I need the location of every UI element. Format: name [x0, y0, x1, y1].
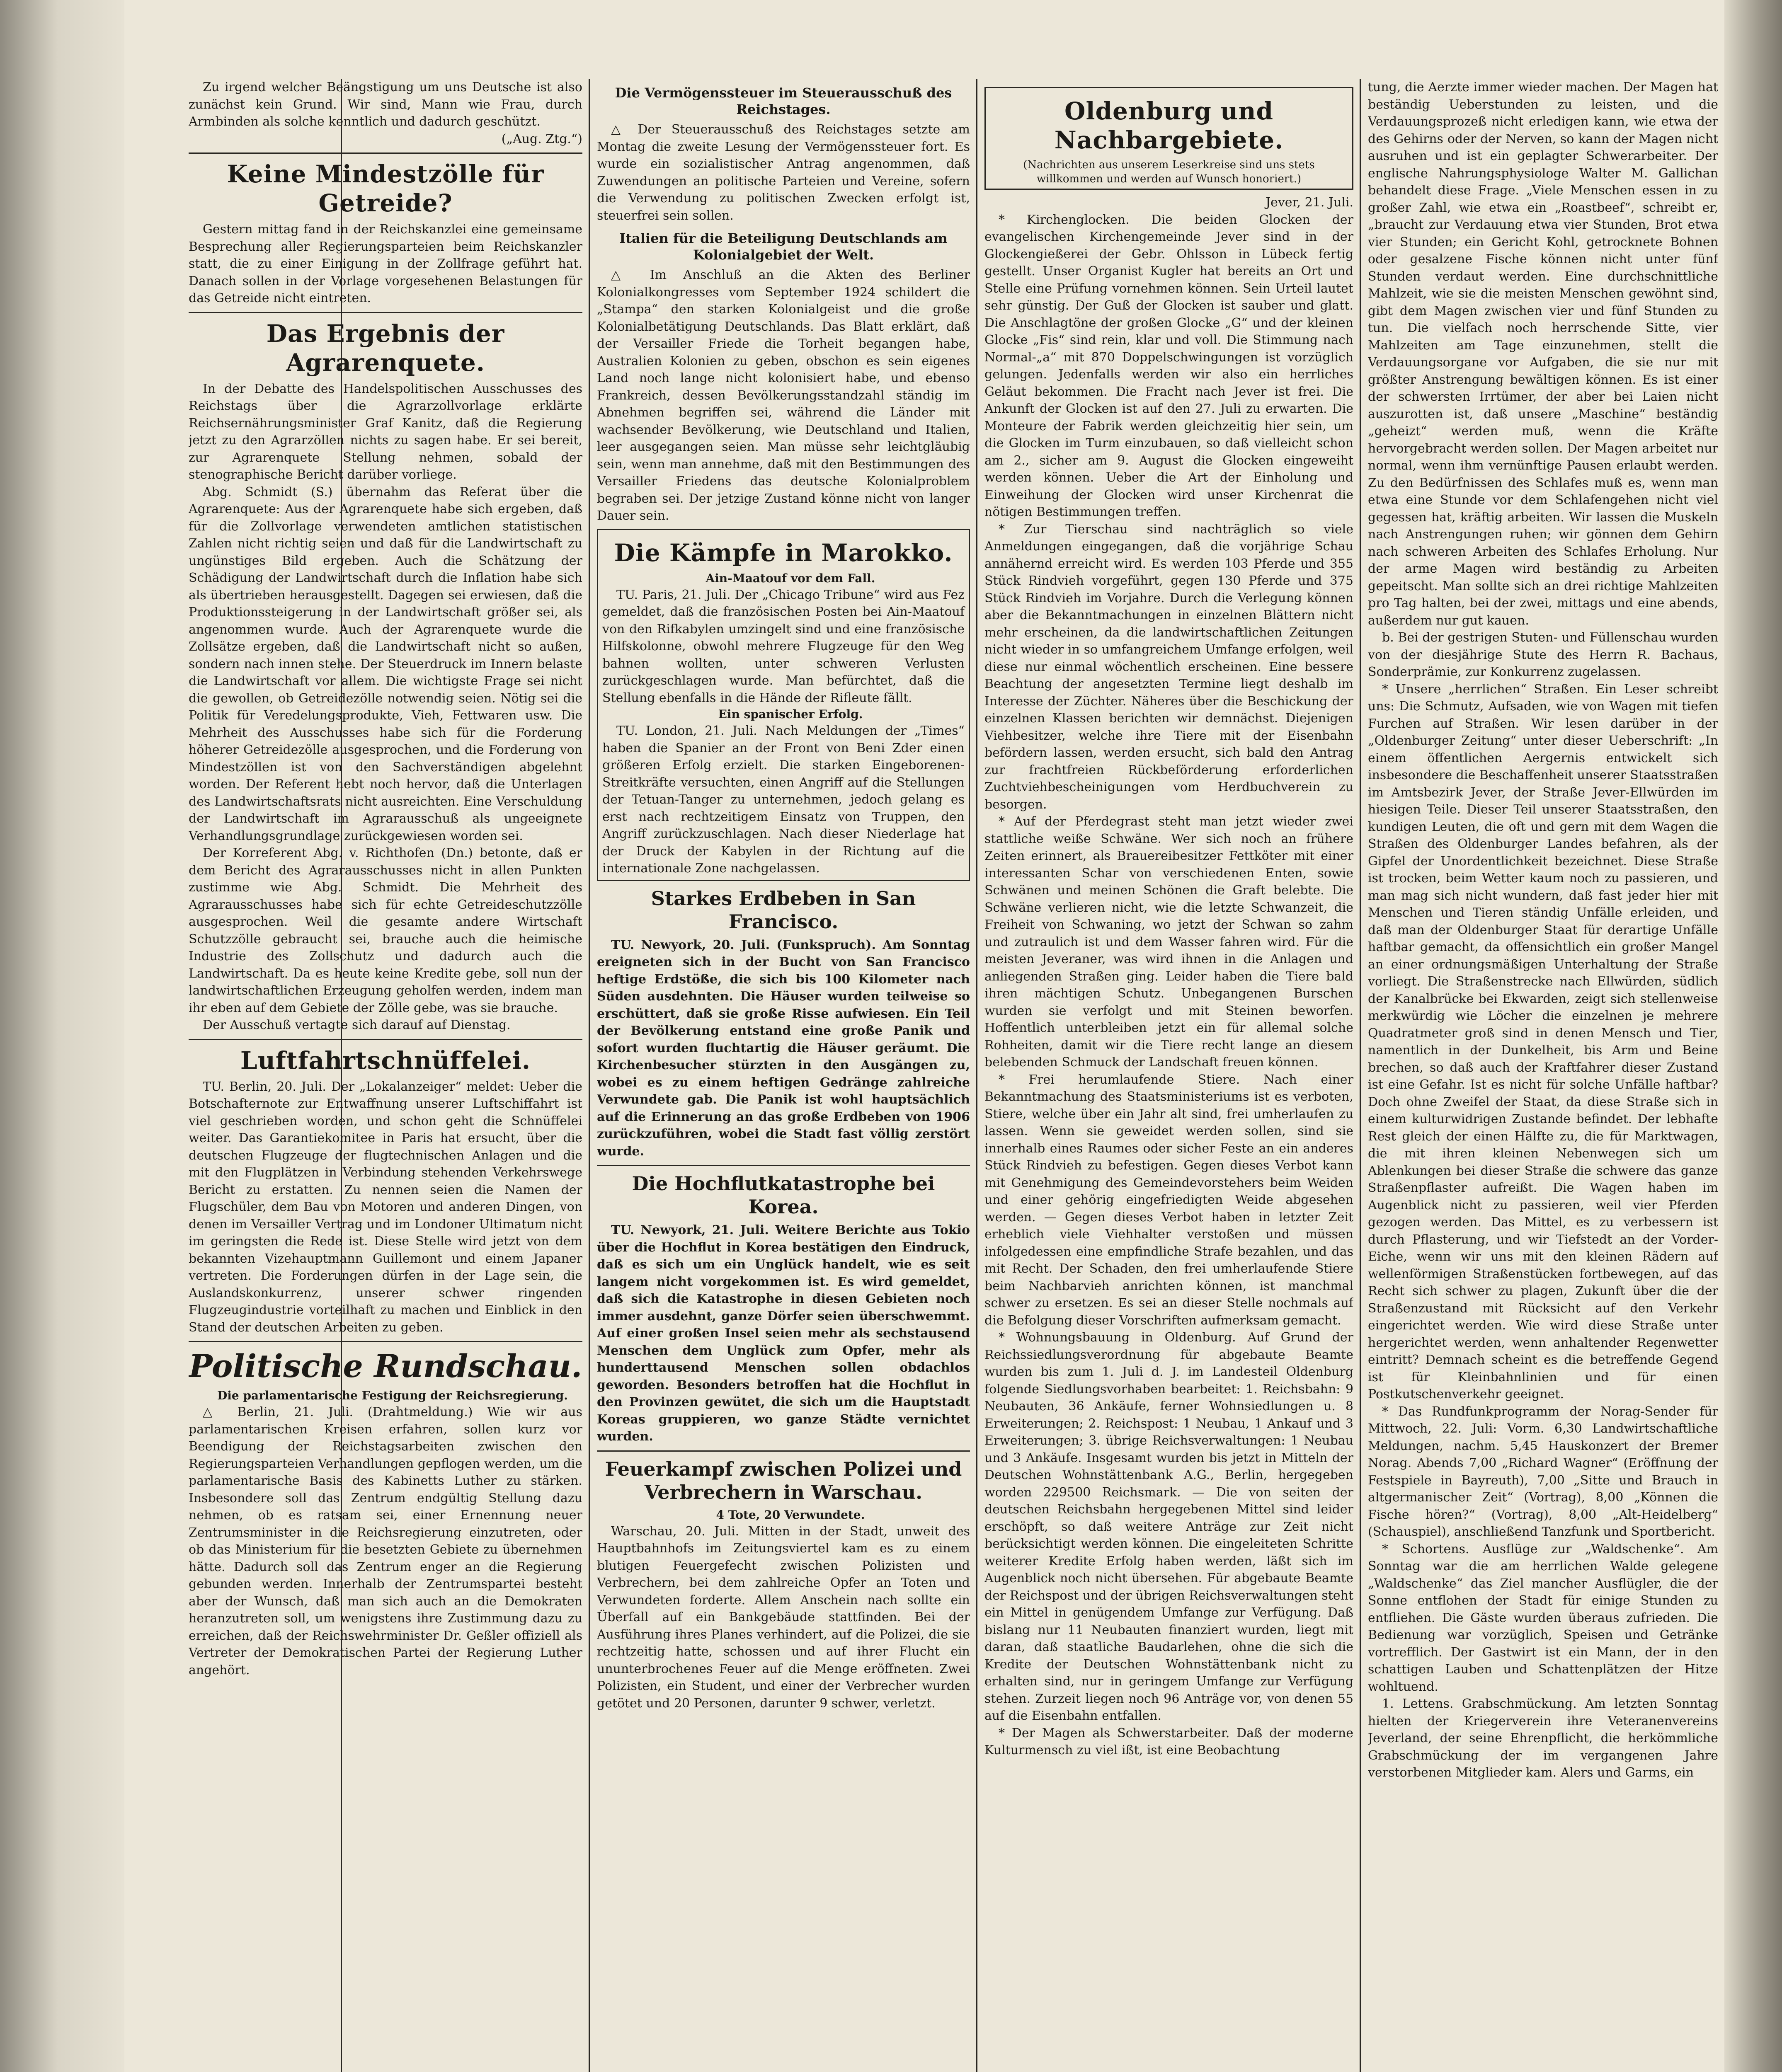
column-rule [1360, 79, 1361, 2072]
article-body: TU. London, 21. Juli. Nach Meldungen der „Times“ haben die Spanier an der Front von Beni Zder einen größeren Erfolg erzielt. Die starken Eingeborenen-Streitkräfte versuchten, einen Angriff auf die Stellungen der Tetuan-Tanger zu unternehmen, jedoch gelang es erst nach rechtzeitigem Einsatz von Truppen, den Angriff zurückzuschlagen. Nach dieser Niederlage hat der Druck der Kabylen in der Richtung auf die internationale Zone nachgelassen. [602, 724, 965, 876]
article-body: Der Korreferent Abg. v. Richthofen (Dn.) betonte, daß er dem Bericht des Agrarausschusses nicht in allen Punkten zustimme wie Abg. Schmidt. Die Mehrheit des Agrarausschusses habe sich für echte Getreideschutzzölle ausgesprochen. Weil die gesamte andere Wirtschaft Schutzzölle gebraucht sei, brauche auch die heimische Industrie des Zollschutz und dadurch auch die Landwirtschaft. Da es heute keine Kredite gebe, soll nun der landwirtschaftlichen Erzeugung geholfen werden, indem man ihr eben auf dem Gebiete der Zölle gebe, was sie brauche. [189, 846, 582, 1015]
section-note: (Nachrichten aus unserem Leserkreise sind uns stets willkommen und werden auf Wunsch honoriert.) [1023, 159, 1315, 185]
news-item: * Auf der Pferdegrast steht man jetzt wieder zwei stattliche weiße Schwäne. Wer sich noch an frühere Zeiten erinnert, als Brauereibesitzer Fettköter mit einer interessanten Schar von verschiedenen Enten, sowie Schwänen und meinen Schönen die Graft belebte. Die Schwäne verlieren nicht, wie die letzte Schwanzeit, die Freiheit von Schwaning, wo jetzt der Schwan so zahm und zutraulich ist und dem Wasser fahren wird. Für die meisten Jeveraner, was wird ihnen in die Anlagen und anliegenden Straßen ging. Leider haben die Tiere bald ihren mächtigen Schutz. Unbegangenen Burschen wurden sie verfolgt und mit Steinen beworfen. Hoffentlich unterbleiben jetzt ein für allemal solche Rohheiten, damit wir die Tiere recht lange an diesem belebenden Schmuck der Landschaft freuen können. [984, 814, 1353, 1070]
news-item: * Der Magen als Schwerstarbeiter. Daß der moderne Kulturmensch zu viel ißt, ist eine Beobachtung [984, 1726, 1353, 1757]
column-3 [984, 79, 1353, 2072]
article-body: Der Ausschuß vertagte sich darauf auf Dienstag. [203, 1018, 511, 1032]
news-item: * Kirchenglocken. Die beiden Glocken der evangelischen Kirchengemeinde Jever sind in der Glockengießerei der Gebr. Ohlsson in Lübeck fertig gestellt. Unser Organist Kugler hat bereits an Ort und Stelle eine Prüfung vornehmen können. Sein Urteil lautet sehr günstig. Der Guß der Glocken ist sauber und glatt. Die Anschlagtöne der großen Glocke „G“ und der kleinen Glocke „Fis“ sind rein, klar und voll. Die Stimmung nach Normal-„a“ mit 870 Doppelschwingungen ist vorzüglich gelungen. Jedenfalls werden wir also ein herrliches Geläut bekommen. Die Fracht nach Jever ist frei. Die Ankunft der Glocken ist auf den 27. Juli zu erwarten. Die Monteure der Fabrik werden gleichzeitig hier sein, um die Glocken im Turm einzubauen, so daß vielleicht schon am 2., sicher am 9. August die Glocken eingeweiht werden können. Ueber die Art der Einholung und Einweihung der Glocken wird unser Kirchenrat die nötigen Bestimmungen treffen. [984, 212, 1353, 519]
dateline: Jever, 21. Juli. [1266, 195, 1353, 210]
article-body: TU. Paris, 21. Juli. Der „Chicago Tribune“ wird aus Fez gemeldet, daß die französischen Posten bei Ain-Maatouf von den Rifkabylen umzingelt sind und eine französische Hilfskolonne, obwohl mehrere Flugzeuge für den Weg bahnen wollten, unter schweren Verlusten zurückgeschlagen wurde. Man befürchtet, daß die Stellung ebenfalls in die Hände der Rifleute fällt. [602, 587, 965, 705]
article-body: TU. Berlin, 20. Juli. Der „Lokalanzeiger“ meldet: Ueber die Botschafternote zur Entwaffnung unserer Luftschiffahrt ist viel geschrieben worden, und schon geht die Schnüffelei weiter. Das Garantiekomitee in Paris hat ersucht, über die deutschen Flugzeuge der flugtechnischen Anlagen und die mit den Flugplätzen in Verbindung stehenden Verkehrswege Bericht zu erstatten. Zu nennen seien die Namen der Flugschüler, dem Bau von Motoren und anderen Dingen, von denen im Versailler Vertrag und im Londoner Ultimatum nicht im geringsten die Rede ist. Diese Stelle wird jetzt von dem bekannten Vizehauptmann Guillemont und einem Japaner vertreten. Die Forderungen dürfen in der Lage sein, die Auslandskonkurrenz, unserer schwer ringenden Flugzeugindustrie vorteilhaft zu machen und Einblick in den Stand der deutschen Arbeiten zu geben. [189, 1079, 582, 1335]
divider [597, 1450, 970, 1452]
boxed-article [597, 529, 970, 881]
section-headline: Politische Rundschau. [189, 1348, 582, 1385]
subheadline: 4 Tote, 20 Verwundete. [716, 1508, 865, 1522]
column-rule [976, 79, 977, 2072]
section-headline: Oldenburg und Nachbargebiete. [1054, 97, 1284, 154]
section-header-box [984, 87, 1353, 190]
subheadline: Die parlamentarische Festigung der Reichsregierung. [217, 1389, 568, 1402]
article-body: △ Der Steuerausschuß des Reichstages setzte am Montag die zweite Lesung der Vermögenssteuer fort. Es wurde ein sozialistischer Antrag angenommen, daß Zuwendungen an politische Parteien und Vereine, sofern die Verwendung zu politischen Zwecken erfolgt ist, steuerfrei sein sollen. [597, 122, 970, 223]
news-item: 1. Lettens. Grabschmückung. Am letzten Sonntag hielten der Kriegerverein ihre Veteranenvereins Jeverland, der seine Ehrenpflicht, die herkömmliche Grabschmückung der im vergangenen Jahre verstorbenen Mitglieder kam. Alers und Garms, ein [1368, 1697, 1718, 1780]
headline: Die Hochflutkatastrophe bei Korea. [632, 1172, 935, 1218]
article-body: Gestern mittag fand in der Reichskanzlei eine gemeinsame Besprechung aller Regierungsparteien beim Reichskanzler statt, die zu einer Einigung in der Zollfrage geführt hat. Danach sollen in der Vorlage vorgesehenen Belastungen für das Getreide nicht eintreten. [189, 222, 582, 305]
divider [189, 1039, 582, 1040]
news-item: * Schortens. Ausflüge zur „Waldschenke“. Am Sonntag war die am herrlichen Walde gelegene „Waldschenke“ das Ziel mancher Ausflügler, die der Sonne entflohen der Stadt für einige Stunden zu entfliehen. Die Gäste wurden überaus zufrieden. Die Bedienung war vorzüglich, Speisen und Getränke vortrefflich. Der Gastwirt ist ein Mann, der in den schattigen Lauben und Schattenplätzen der Hitze wohltuend. [1368, 1542, 1718, 1694]
article-body: △ Berlin, 21. Juli. (Drahtmeldung.) Wie wir aus parlamentarischen Kreisen erfahren, sollen kurz vor Beendigung der Reichstagsarbeiten zwischen den Regierungsparteien Verhandlungen gepflogen werden, um die parlamentarische Basis des Kabinetts Luther zu stärken. Insbesondere soll das Zentrum endgültig Stellung dazu nehmen, ob es ratsam sei, einer Ernennung neuer Zentrumsminister in die Reichsregierung einzutreten, oder ob das Ministerium für die besetzten Gebiete zu übernehmen hätte. Dadurch soll das Zentrum enger an die Regierung gebunden werden. Innerhalb der Zentrumspartei besteht aber der Wunsch, daß man sich auch an die Demokraten heranzutreten soll, um wenigstens ihre Zustimmung dazu zu erreichen, daß der Reichswehrminister Dr. Geßler offiziell als Vertreter der Demokratischen Partei der Regierung Luther angehört. [189, 1405, 582, 1677]
headline: Italien für die Beteiligung Deutschlands am Kolonialgebiet der Welt. [619, 230, 948, 263]
article-body: Warschau, 20. Juli. Mitten in der Stadt, unweit des Hauptbahnhofs im Zeitungsviertel kam es zu einem blutigen Feuergefecht zwischen Polizisten und Verbrechern, bei dem zahlreiche Opfer an Toten und Verwundeten forderte. Allem Anschein nach sollte ein Überfall auf ein Bankgebäude stattfinden. Bei der Ausführung ihres Planes verhindert, auf die Polizei, die sie rechtzeitig hatte, schossen und auf ihrer Flucht ein ununterbrochenes Feuer auf die Menge eröffneten. Zwei Polizisten, ein Student, und einer der Verbrecher wurden getötet und 20 Personen, darunter 9 schwer, verletzt. [597, 1524, 970, 1711]
book-binding [0, 0, 128, 2072]
divider [189, 152, 582, 154]
news-item: * Wohnungsbauung in Oldenburg. Auf Grund der Reichssiedlungsverordnung für abgebaute Beamte wurden bis zum 1. Juli d. J. im Landesteil Oldenburg folgende Siedlungsvorhaben bearbeitet: 1. Reichsbahn: 9 Neubauten, 36 Ankäufe, ferner Wohnsiedlungen u. 8 Erweiterungen; 2. Reichspost: 1 Neubau, 1 Ankauf und 3 Erweiterungen; 3. übrige Reichsverwaltungen: 1 Neubau und 3 Ankäufe. Insgesamt wurden bis jetzt in Mitteln der Deutschen Wohnstättenbank A.G., Berlin, hergegeben worden 229500 Reichsmark. — Die von seiten der deutschen Reichsbahn hergegebenen Mittel sind leider erschöpft, so daß weitere Anträge zur Zeit nicht berücksichtigt werden können. Die eingeleiteten Schritte weiterer Kredite Erfolg haben werden, läßt sich im Augenblick noch nicht übersehen. Für abgebaute Beamte der Reichspost und der übrigen Reichsverwaltungen steht ein Mittel in genügendem Umfange zur Verfügung. Daß bislang nur 11 Neubauten finanziert wurden, liegt mit daran, daß staatliche Baudarlehen, ohne die sich die Kredite der Deutschen Wohnstättenbank nicht zu erhalten sind, nur in geringem Umfange zur Verfügung stehen. Zurzeit liegen noch 96 Anträge vor, von denen 55 auf die Eisenbahn entfallen. [984, 1330, 1353, 1723]
article-body: △ Im Anschluß an die Akten des Berliner Kolonialkongresses vom September 1924 schildert die „Stampa“ den starken Kolonialgeist und die große Kolonialbetätigung Deutschlands. Das Blatt erklärt, daß der Versailler Friede die Torheit begangen habe, Australien Kolonien zu geben, obschon es sein eigenes Land noch lange nicht kolonisiert habe, und ebenso Frankreich, dessen Bevölkerungsstandzahl ständig im Abnehmen begriffen sei, während die Länder mit wachsender Bevölkerung, wie Deutschland und Italien, leer ausgegangen seien. Man müsse sehr leichtgläubig sein, wenn man annehme, daß mit den Bestimmungen des Versailler Friedens das deutsche Kolonialproblem begraben sei. Der jetzige Zustand könne nicht von langer Dauer sein. [597, 268, 970, 523]
subheadline: Ein spanischer Erfolg. [718, 707, 863, 721]
column-1 [189, 79, 582, 2072]
news-item: tung, die Aerzte immer wieder machen. Der Magen hat beständig Ueberstunden zu leisten, und die Verdauungsprozeß nicht erledigen kann, wie etwa der des Gehirns oder der Nerven, so kann der Magen nicht ausruhen und ist ein geplagter Schwerarbeiter. Der englische Nahrungsphysiologe Walter M. Gallichan behandelt diese Frage. „Viele Menschen essen in zu großer Zahl, wie etwa ein „Roastbeef“, schreibt er, „braucht zur Verdauung etwa vier Stunden, Brot etwa vier Stunden; ein Gericht Kohl, getrocknete Bohnen oder gesalzene Fische können nicht unter fünf Stunden verdaut werden. Eine durchschnittliche Mahlzeit, wie sie die meisten Menschen gewöhnt sind, gibt dem Magen zwischen vier und fünf Stunden zu tun. Die vielfach noch herrschende Sitte, vier Mahlzeiten am Tage einzunehmen, stellt die Verdauungsorgane vor Aufgaben, die sie nur mit größter Anstrengung bewältigen können. Es ist einer der schwersten Irrtümer, der aber bei Laien nicht auszurotten ist, daß unsere „Maschine“ beständig „geheizt“ werden muß, wenn die Kräfte hervorgebracht werden sollen. Der Magen arbeitet nur normal, wenn ihm vernünftige Pausen erlaubt werden. Zu den Bedürfnissen des Schlafes muß es, wenn man etwa eine Stunde vor dem Schlafengehen nicht viel gegessen hat, kräftig arbeiten. Wir lassen die Muskeln nach Anstrengungen ruhen; wir gönnen dem Gehirn nach schweren Arbeiten des Schlafes Erholung. Nur der arme Magen wird beständig zu Arbeiten gepeitscht. Man sollte sich an drei richtige Mahlzeiten pro Tag halten, bei der zwei, mittags und eine abends, außerdem nur gut kauen. [1368, 80, 1718, 628]
headline: Die Vermögenssteuer im Steuerausschuß des Reichstages. [615, 85, 952, 117]
column-4 [1368, 79, 1718, 2072]
column-2 [597, 79, 970, 2072]
news-item: * Unsere „herrlichen“ Straßen. Ein Leser schreibt uns: Die Schmutz, Aufsaden, wie von Wagen mit tiefen Furchen auf Straßen. Wir lesen darüber in der „Oldenburger Zeitung“ unter dieser Ueberschrift: „In einem öffentlichen Aergernis entwickelt sich insbesondere die Beschaffenheit unserer Staatsstraßen im Amtsbezirk Jever, der Straße Jever-Ellwürden im hiesigen Teile. Dieser Teil unserer Staatsstraßen, den kundigen Leuten, die oft und gern mit dem Wagen die Straßen des Oldenburger Landes befahren, als der Gipfel der Unordentlichkeit bezeichnet. Diese Straße ist trocken, beim Wetter kaum noch zu passieren, und man mag sich nicht wundern, daß fast jeder hier mit Menschen und Tieren ständig Unfälle erleiden, und daß man der Oldenburger Staat für derartige Unfälle haftbar gemacht, da offensichtlich ein großer Mangel an einer ordnungsmäßigen Unterhaltung der Straße vorliegt. Die Straßenstrecke nach Ellwürden, südlich der Kanalbrücke bei Ekwarden, zeigt sich stellenweise merkwürdig wie Löcher die einzelnen je mehrere Quadratmeter groß sind in denen Mensch und Tier, namentlich in der Dunkelheit, bis Arm und Beine brechen, so daß auch der Kraftfahrer dieser Zustand ist eine Gefahr. Ist es nicht für solche Unfälle haftbar? Doch ohne Zweifel der Staat, da diese Straße sich in einem kulturwidrigen Zustande befindet. Der lebhafte Rest gleich der einen Hälfte zu, die für Marktwagen, die mit ihren kleinen Nebenwegen sich um Ablenkungen bei dieser Straße die schwere das ganze Straßenpflaster aufreißt. Die Wagen haben im Augenblick nicht zu passieren, weil vier Pferden gezogen werden. Das Mittel, es zu verbessern ist durch Pflasterung, und wir Tiefstedt an der Vorder-Eiche, wenn wir uns mit den kleinen Rädern auf wellenförmigen Straßenstücken fortbewegen, auf das Recht sich schwer zu plagen, Zukunft über die der Straßenzustand mit Rücksicht auf den Verkehr eingerichtet werden. Wie wird diese Straße unter hergerichtet werden, wenn anhaltender Regenwetter eintritt? Demnach scheint es die betreffende Gegend ist für Kleinbahnlinien und für einen Postkutschenverkehr geeignet. [1368, 682, 1718, 1402]
headline: Die Kämpfe in Marokko. [614, 538, 953, 567]
headline: Luftfahrtschnüffelei. [240, 1046, 531, 1075]
headline: Das Ergebnis der Agrarenquete. [266, 319, 505, 377]
quote-source: („Aug. Ztg.“) [501, 131, 582, 146]
quote-text: Zu irgend welcher Beängstigung um uns Deutsche ist also zunächst kein Grund. Wir sind, Mann wie Frau, durch Armbinden als solche kenntlich und dadurch geschützt. [189, 80, 582, 129]
article-body: Abg. Schmidt (S.) übernahm das Referat über die Agrarenquete: Aus der Agrarenquete habe sich ergeben, daß für die Zollvorlage verwendeten amtlichen statistischen Zahlen nicht richtig seien und daß für die Landwirtschaft zu ungünstiges Bild ergeben. Auch die Schätzung der Schädigung der Landwirtschaft durch die Inflation habe sich als übertrieben herausgestellt. Dagegen sei erwiesen, daß die Produktionssteigerung in der Landwirtschaft größer sei, als angenommen wurde. Auch der Agrarenquete wurde die Zollsätze ergeben, daß die Landwirtschaft nicht so außen, sondern nach innen stehe. Der Steuerdruck im Innern belaste die Landwirtschaft vor allem. Die wichtigste Frage sei nicht die gewollen, ob Getreidezölle notwendig seien. Nötig sei die Politik für Veredelungsprodukte, Vieh, Fettwaren usw. Die Mehrheit des Ausschusses habe sich für die Forderung höherer Getreidezölle ausgesprochen, und die Forderung von Mindestzöllen ist von den Sachverständigen abgelehnt worden. Der Referent hebt noch hervor, daß die Unterlagen des Landwirtschaftsrats nicht ausreichten. Eine Verschuldung der Landwirtschaft im Agrarausschuß als ungeeignete Verhandlungsgrundlage zurückgewiesen worden sei. [189, 484, 582, 843]
news-item: * Frei herumlaufende Stiere. Nach einer Bekanntmachung des Staatsministeriums ist es verboten, Stiere, welche über ein Jahr alt sind, frei umherlaufen zu lassen. Wenn sie geweidet werden sollen, sind sie innerhalb eines Raumes oder sicher Feste an ein anderes Stück Rindvieh zu befestigen. Gegen dieses Verbot kann mit Genehmigung des Gemeindevorstehers beim Weiden und einer gehörig eingefriedigten Weide abgesehen werden. — Gegen dieses Verbot haben in letzter Zeit erheblich viele Viehhalter verstoßen und müssen infolgedessen eine empfindliche Strafe bezahlen, und das mit Recht. Der Schaden, den frei umherlaufende Stiere beim Nachbarvieh anrichten können, ist manchmal schwer zu ersetzen. Es sei an dieser Stelle nochmals auf die Befolgung dieser Vorschriften aufmerksam gemacht. [984, 1072, 1353, 1328]
article-body: In der Debatte des Handelspolitischen Ausschusses des Reichstags über die Agrarzollvorlage erklärte Reichsernährungsminister Graf Kanitz, daß die Regierung jetzt zu den Agrarzöllen nichts zu sagen habe. Er sei bereit, zur Agrarenquete Stellung nehmen, sobald der stenographische Bericht darüber vorliege. [189, 381, 582, 482]
news-item: * Das Rundfunkprogramm der Norag-Sender für Mittwoch, 22. Juli: Vorm. 6,30 Landwirtschaftliche Meldungen, nachm. 5,45 Hauskonzert der Bremer Norag. Abends 7,00 „Richard Wagner“ (Eröffnung der Festspiele in Bayreuth), 7,00 „Sitte und Brauch in altgermanischer Zeit“ (Vortrag), 8,00 „Können die Fische hören?“ (Vortrag), 8,00 „Alt-Heidelberg“ (Schauspiel), anschließend Tanzfunk und Sportbericht. [1368, 1404, 1718, 1539]
headline: Keine Mindestzölle für Getreide? [227, 160, 544, 217]
column-rule [589, 79, 590, 2072]
headline: Feuerkampf zwischen Polizei und Verbrechern in Warschau. [605, 1457, 962, 1503]
headline: Starkes Erdbeben in San Francisco. [651, 887, 916, 933]
article-body: TU. Newyork, 20. Juli. (Funkspruch). Am Sonntag ereigneten sich in der Bucht von San Francisco heftige Erdstöße, die sich bis 100 Kilometer nach Süden ausdehnten. Die Häuser wurden teilweise so erschüttert, daß sie große Risse aufwiesen. Ein Teil der Bevölkerung entstand eine große Panik und sofort wurden fluchtartig die Häuser geräumt. Die Kirchenbesucher stürzten in den Ausgängen zu, wobei es zu einem heftigen Gedränge zahlreiche Verwundete gab. Die Panik ist wohl hauptsächlich auf die Erinnerung an das große Erdbeben von 1906 zurückzuführen, wobei die Stadt fast völlig zerstört wurde. [597, 937, 970, 1159]
divider [597, 1165, 970, 1166]
divider [189, 1341, 582, 1342]
divider [189, 312, 582, 313]
news-item: * Zur Tierschau sind nachträglich so viele Anmeldungen eingegangen, daß die vorjährige Schau annähernd erreicht wird. Es werden 103 Pferde und 355 Stück Rindvieh vorgeführt, gegen 130 Pferde und 375 Stück Rindvieh im Vorjahre. Durch die Verlegung können aber die Bekanntmachungen in einzelnen Blättern nicht mehr erscheinen, da die landwirtschaftlichen Zeitungen nicht wieder in so umfangreichem Umfange erfolgen, weil diese nur einmal wöchentlich erscheinen. Eine bessere Beachtung der angesetzten Termine liegt deshalb im Interesse der Züchter. Näheres über die Beschickung der einzelnen Klassen berichten wir demnächst. Diejenigen Viehbesitzer, welche ihre Tiere mit der Eisenbahn befördern lassen, werden ersucht, sich bald den Antrag zur frachtfreien Rückbeförderung erforderlichen Zuchtviehbescheinigungen vom Herdbuchverein zu besorgen. [984, 522, 1353, 812]
article-body: TU. Newyork, 21. Juli. Weitere Berichte aus Tokio über die Hochflut in Korea bestätigen den Eindruck, daß es sich um ein Unglück handelt, wie es seit langem nicht vorgekommen ist. Es wird gemeldet, daß sich die Katastrophe in diesen Gebieten noch immer ausdehnt, ganze Dörfer seien überschwemmt. Auf einer großen Insel seien mehr als sechstausend Menschen dem Unglück zum Opfer, mehr als hunderttausend Menschen sollen obdachlos geworden. Besonders betroffen hat die Hochflut in den Provinzen gewütet, die sich um die Hauptstadt Koreas gruppieren, wo ganze Städte vernichtet wurden. [597, 1223, 970, 1444]
page-edge [1724, 0, 1782, 2072]
subheadline: Ain-Maatouf vor dem Fall. [706, 571, 875, 585]
news-item: b. Bei der gestrigen Stuten- und Füllenschau wurden von der diesjährige Stute des Herrn R. Bachaus, Sonderprämie, zur Konkurrenz zugelassen. [1368, 630, 1718, 679]
